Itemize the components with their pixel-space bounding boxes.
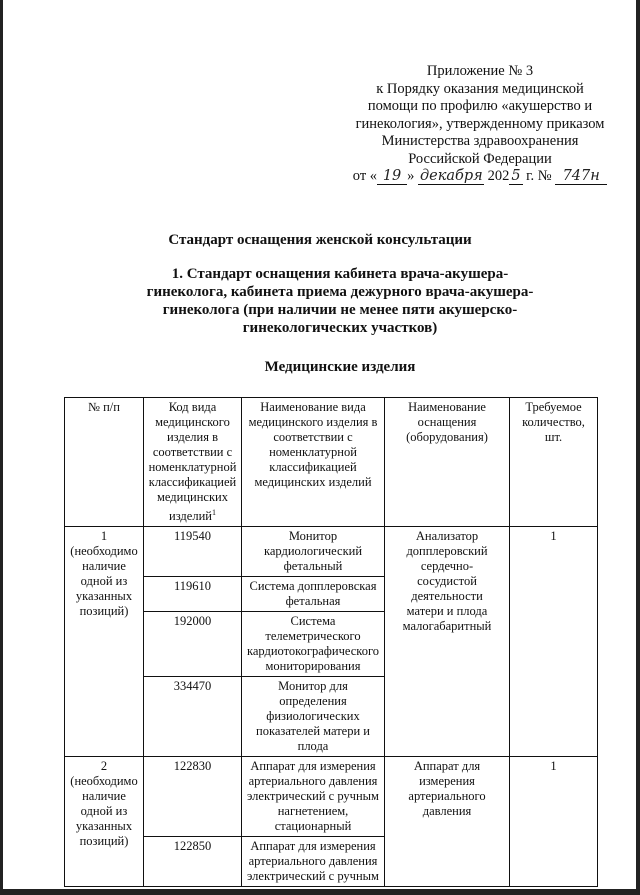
device-name-line: Система допплеровская — [249, 579, 377, 594]
header-word: изделий — [169, 509, 212, 524]
equipment-line: малогабаритный — [402, 619, 492, 634]
device-name-cell — [242, 677, 385, 757]
header-line: классификацией — [148, 475, 237, 489]
group-line: наличие — [82, 559, 126, 574]
year-suffix: г. № — [526, 168, 552, 184]
device-name-line: телеметрического — [265, 629, 361, 644]
header-name — [242, 398, 385, 527]
group-line: одной из — [80, 804, 128, 819]
equipment-line: измерения — [419, 774, 475, 789]
equipment-line: сердечно- — [420, 559, 474, 574]
header-line: (оборудования) — [406, 430, 488, 444]
header-line: медицинского изделия в — [248, 415, 378, 429]
equipment-cell — [385, 757, 510, 887]
group-line: (необходимо — [70, 544, 138, 559]
header-line: медицинского — [155, 415, 230, 429]
group-line: позиций) — [79, 834, 129, 849]
header-line: номенклатурной — [269, 445, 357, 459]
header-line: Наименование — [408, 400, 486, 414]
appendix-line: гинекология», утвержденному приказом — [355, 115, 605, 132]
group-line: одной из — [80, 574, 128, 589]
header-line: соответствии с — [273, 430, 353, 444]
group-number-cell — [65, 757, 144, 887]
equipment-line: артериального — [408, 789, 486, 804]
header-line: медицинских изделий — [254, 475, 372, 489]
appendix-line: Российской Федерации — [408, 150, 552, 167]
handwritten-month: декабря — [419, 168, 483, 184]
header-line: Требуемое — [525, 400, 582, 414]
code-cell: 192000 — [144, 612, 242, 677]
device-name-line: мониторирования — [265, 659, 361, 674]
header-line: соответствии с — [152, 445, 233, 459]
device-name-line: плода — [297, 739, 329, 754]
device-name-line: кардиотокографического — [246, 644, 380, 659]
device-name-line: электрический с ручным — [247, 869, 379, 884]
device-name-line: Монитор — [288, 529, 338, 544]
year-prefix: 202 — [487, 168, 510, 184]
group-line: наличие — [82, 789, 126, 804]
device-name-line: фетальный — [283, 559, 343, 574]
group-line: 1 — [100, 529, 108, 544]
header-line — [146, 505, 239, 524]
device-name-line: определения — [279, 694, 347, 709]
group-line: (необходимо — [70, 774, 138, 789]
section-title-line: 1. Стандарт оснащения кабинета врача-акушера- — [171, 266, 509, 282]
equipment-line: деятельности — [411, 589, 483, 604]
header-line: медицинских — [157, 490, 228, 504]
scan-edge-bottom — [0, 889, 640, 895]
table-header-row — [65, 398, 598, 527]
device-name-line: Аппарат для измерения — [250, 759, 376, 774]
section-title — [140, 265, 540, 337]
scan-edge-left — [0, 0, 3, 895]
header-line: количество, — [522, 415, 585, 429]
equipment-line: сосудистой — [417, 574, 477, 589]
group-line: указанных — [75, 589, 133, 604]
quantity-cell: 1 — [510, 757, 598, 887]
header-code — [144, 398, 242, 527]
footnote-marker: 1 — [211, 508, 216, 517]
scan-edge-right — [636, 0, 640, 895]
group-number-cell — [65, 527, 144, 757]
header-line: оснащения — [417, 415, 477, 429]
equipment-line: Анализатор — [415, 529, 479, 544]
handwritten-year-digit: 5 — [511, 168, 521, 184]
code-cell: 119540 — [144, 527, 242, 577]
quantity-cell: 1 — [510, 527, 598, 757]
equipment-line: Аппарат для — [413, 759, 481, 774]
code-cell: 119610 — [144, 577, 242, 612]
header-line: классификацией — [269, 460, 357, 474]
device-name-line: стационарный — [274, 819, 352, 834]
code-cell: 122850 — [144, 837, 242, 887]
handwritten-order-number: 747н — [555, 169, 607, 185]
device-name-line: нагнетением, — [277, 804, 349, 819]
code-cell: 122830 — [144, 757, 242, 837]
device-name-cell — [242, 527, 385, 577]
equipment-line: допплеровский — [406, 544, 488, 559]
section-title-line: гинеколога, кабинета приема дежурного врача-акушера- — [146, 284, 534, 300]
header-line: Код вида — [168, 400, 217, 414]
medical-devices-subtitle: Медицинские изделия — [264, 359, 416, 375]
device-name-line: Монитор для — [278, 679, 348, 694]
group-line: 2 — [100, 759, 108, 774]
order-date-line — [330, 168, 630, 186]
appendix-line: помощи по профилю «акушерство и — [367, 98, 593, 114]
device-name-cell — [242, 837, 385, 887]
appendix-line: к Порядку оказания медицинской — [376, 80, 584, 97]
equipment-line: давления — [422, 804, 472, 819]
device-name-line: электрический с ручным — [247, 789, 379, 804]
group-line: указанных — [75, 819, 133, 834]
device-name-line: Система — [290, 614, 336, 629]
device-name-cell — [242, 757, 385, 837]
group-line: позиций) — [79, 604, 129, 619]
device-name-line: Аппарат для измерения — [250, 839, 376, 854]
header-line: номенклатурной — [148, 460, 237, 474]
device-name-line: фетальная — [285, 594, 341, 609]
section-title-line: гинекологических участков) — [242, 320, 438, 336]
equipment-line: матери и плода — [406, 604, 488, 619]
table-row — [65, 757, 598, 837]
header-line: шт. — [544, 430, 563, 444]
header-quantity — [510, 398, 598, 527]
equipment-cell — [385, 527, 510, 757]
device-name-cell — [242, 577, 385, 612]
device-name-cell — [242, 612, 385, 677]
appendix-line: Министерства здравоохранения — [381, 133, 579, 149]
device-name-line: артериального давления — [248, 774, 378, 789]
code-cell: 334470 — [144, 677, 242, 757]
section-title-line: гинеколога (при наличии не менее пяти акушерско- — [162, 302, 518, 318]
handwritten-day: 19 — [377, 169, 407, 185]
standard-title: Стандарт оснащения женской консультации — [168, 232, 472, 248]
header-equipment — [385, 398, 510, 527]
device-name-line: физиологических — [266, 709, 360, 724]
table-row — [65, 527, 598, 577]
date-mid: » — [407, 168, 415, 184]
header-line: Наименование вида — [260, 400, 366, 414]
appendix-header — [330, 63, 630, 186]
header-num-text: № п/п — [88, 400, 120, 414]
device-name-line: артериального давления — [248, 854, 378, 869]
equipment-table — [64, 397, 598, 887]
header-num — [65, 398, 144, 527]
device-name-line: кардиологический — [263, 544, 363, 559]
date-prefix: от « — [352, 168, 378, 184]
header-line: изделия в — [166, 430, 218, 444]
device-name-line: показателей матери и — [256, 724, 370, 739]
appendix-line: Приложение № 3 — [426, 63, 534, 79]
